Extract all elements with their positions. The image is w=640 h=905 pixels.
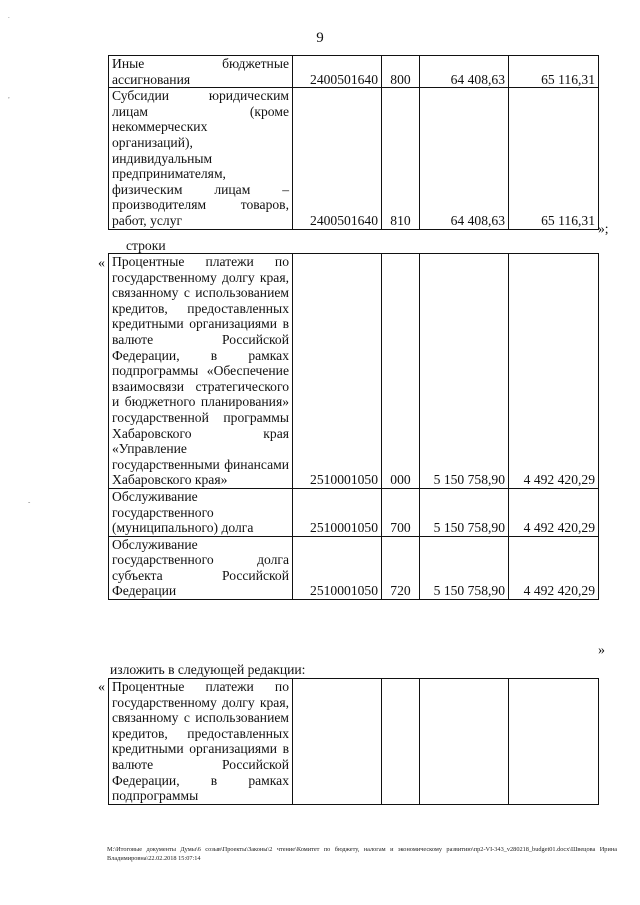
row-description: Обслуживание государственного (муниципального) долга: [109, 488, 293, 536]
amount-year-1: 64 408,63: [420, 56, 509, 88]
row-description: Иные бюджетные ассигнования: [109, 56, 293, 88]
table-row: [109, 536, 599, 599]
amount-year-2: 65 116,31: [509, 56, 599, 88]
target-article-code: [293, 679, 382, 805]
table-row: [109, 488, 599, 536]
target-article-code: 2510001050: [293, 536, 382, 599]
table-row: [109, 679, 599, 805]
table-row: [109, 254, 599, 489]
expense-type-code: 800: [382, 56, 420, 88]
amount-year-2: 65 116,31: [509, 88, 599, 229]
row-description: Процентные платежи по государственному долгу края, связанному с использованием кредитов, предоставленных кредитными организациями в валюте Российской Федерации, в рамках подпрограммы «Обеспечение взаимосвязи стратегического и бюджетного планирования» государственной программы Хабаровского края «Управление государственными финансами Хабаровского края»: [109, 254, 293, 489]
budget-table-2: [108, 253, 599, 600]
amount-year-1: 5 150 758,90: [420, 488, 509, 536]
row-description: Процентные платежи по государственному долгу края, связанному с использованием кредитов, предоставленных кредитными организациями в валюте Российской Федерации, в рамках подпрограммы: [109, 679, 293, 805]
amount-year-1: 5 150 758,90: [420, 254, 509, 489]
closing-quote: »: [598, 643, 605, 658]
page-number: 9: [316, 30, 324, 46]
target-article-code: 2400501640: [293, 56, 382, 88]
target-article-code: 2510001050: [293, 488, 382, 536]
expense-type-code: 720: [382, 536, 420, 599]
table-row: [109, 88, 599, 229]
table-row: [109, 56, 599, 88]
new-edition-label: изложить в следующей редакции:: [110, 662, 306, 677]
amount-year-1: [420, 679, 509, 805]
row-description: Обслуживание государственного долга субъекта Российской Федерации: [109, 536, 293, 599]
margin-mark: ,: [8, 92, 10, 100]
closing-quote-semicolon: »;: [598, 221, 609, 236]
target-article-code: 2400501640: [293, 88, 382, 229]
margin-mark: .: [8, 12, 10, 20]
amount-year-2: [509, 679, 599, 805]
expense-type-code: 810: [382, 88, 420, 229]
target-article-code: 2510001050: [293, 254, 382, 489]
expense-type-code: 000: [382, 254, 420, 489]
amount-year-1: 5 150 758,90: [420, 536, 509, 599]
margin-mark: -: [28, 498, 31, 506]
stroki-label: строки: [126, 238, 166, 253]
amount-year-2: 4 492 420,29: [509, 488, 599, 536]
budget-table-1: [108, 55, 599, 230]
amount-year-2: 4 492 420,29: [509, 536, 599, 599]
document-path-footer: M:\Итоговые документы Думы\6 созыв\Проекты\Законы\2 чтение\Комитет по бюджету, налогам и экономическому развитию\пр2-VI-343_v280218_budget01.docx\Швецова Ирина Владимировна\22.02.2018 15:07:14: [107, 846, 617, 862]
opening-quote: «: [98, 256, 105, 271]
budget-table-3: [108, 678, 599, 805]
expense-type-code: [382, 679, 420, 805]
row-description: Субсидии юридическим лицам (кроме некоммерческих организаций), индивидуальным предпринимателям, физическим лицам – производителям товаров, работ, услуг: [109, 88, 293, 229]
expense-type-code: 700: [382, 488, 420, 536]
amount-year-2: 4 492 420,29: [509, 254, 599, 489]
opening-quote: «: [98, 680, 105, 695]
amount-year-1: 64 408,63: [420, 88, 509, 229]
